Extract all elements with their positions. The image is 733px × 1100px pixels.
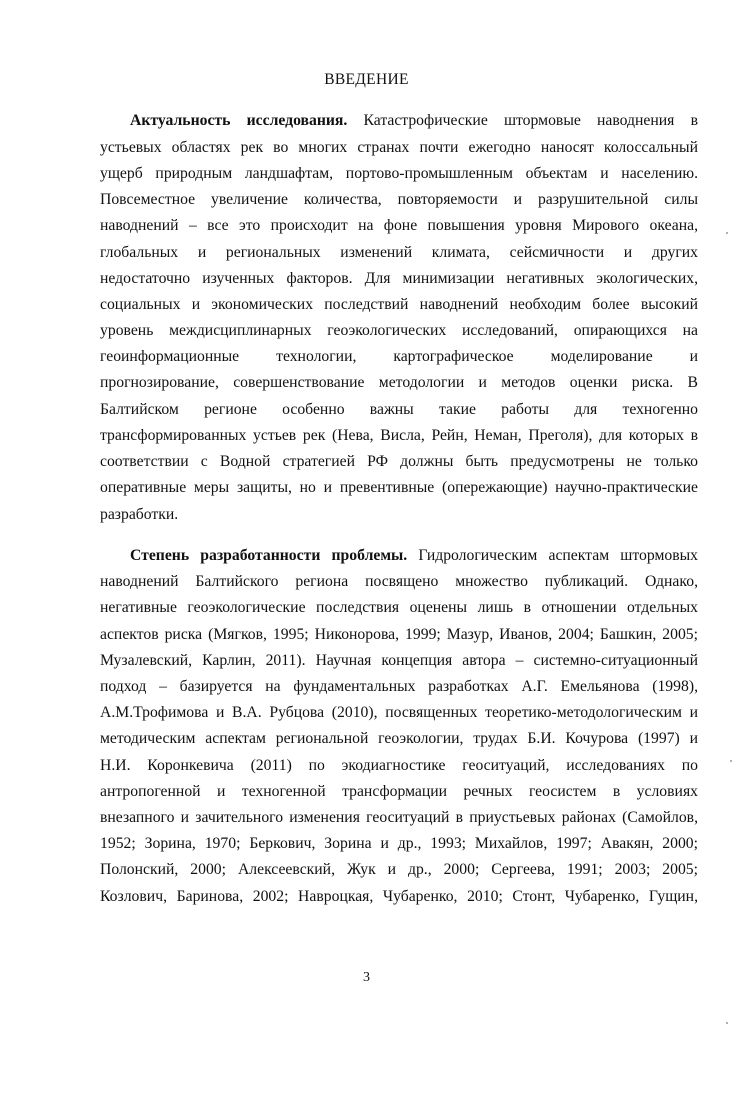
paragraph-line: трансформированных устьев рек (Нева, Висла, Рейн, Неман, Преголя), для которых в bbox=[100, 427, 698, 444]
paragraph-line: наводнений Балтийского региона посвящено множество публикаций. Однако, bbox=[100, 573, 698, 590]
paragraph-line: негативные геоэкологические последствия оценены лишь в отношении отдельных bbox=[100, 599, 698, 616]
page-heading: ВВЕДЕНИЕ bbox=[324, 71, 409, 88]
paragraph-line: Козлович, Баринова, 2002; Навроцкая, Чубаренко, 2010; Стонт, Чубаренко, Гущин, bbox=[100, 888, 698, 905]
page-number: 3 bbox=[363, 970, 370, 985]
scan-speck bbox=[730, 760, 732, 762]
paragraph-line: внезапного и зачительного изменения геоситуаций в приустьевых районах (Самойлов, bbox=[100, 809, 698, 826]
paragraph-line: Полонский, 2000; Алексеевский, Жук и др., 2000; Сергеева, 1991; 2003; 2005; bbox=[100, 861, 698, 878]
paragraph-line: методическим аспектам региональной геоэкологии, трудах Б.И. Кочурова (1997) и bbox=[100, 730, 698, 747]
paragraph-line: ущерб природным ландшафтам, портово-промышленным объектам и населению. bbox=[100, 165, 698, 182]
paragraph-line: Балтийском регионе особенно важны такие работы для техногенно bbox=[100, 401, 698, 418]
paragraph-line: разработки. bbox=[100, 506, 179, 523]
paragraph-line: устьевых областях рек во многих странах почти ежегодно наносят колоссальный bbox=[100, 139, 698, 156]
paragraph-line: геоинформационные технологии, картографическое моделирование и bbox=[100, 348, 698, 365]
paragraph-line: подход – базируется на фундаментальных разработках А.Г. Емельянова (1998), bbox=[100, 678, 698, 695]
paragraph-line: социальных и экономических последствий наводнений необходим более высокий bbox=[100, 296, 698, 313]
paragraph-line: антропогенной и техногенной трансформации речных геосистем в условиях bbox=[100, 783, 698, 800]
section-title: Степень разработанности проблемы. bbox=[130, 547, 408, 564]
paragraph-line: 1952; Зорина, 1970; Беркович, Зорина и др., 1993; Михайлов, 1997; Авакян, 2000; bbox=[100, 835, 698, 852]
paragraph-line: прогнозирование, совершенствование методологии и методов оценки риска. В bbox=[100, 374, 698, 391]
paragraph-line: оперативные меры защиты, но и превентивные (опережающие) научно-практические bbox=[100, 479, 698, 496]
scan-speck bbox=[726, 232, 728, 234]
paragraph-line: глобальных и региональных изменений климата, сейсмичности и других bbox=[100, 244, 698, 261]
paragraph-line: Повсеместное увеличение количества, повторяемости и разрушительной силы bbox=[100, 191, 698, 208]
paragraph-line: уровень междисциплинарных геоэкологических исследований, опирающихся на bbox=[100, 322, 698, 339]
paragraph-line: Музалевский, Карлин, 2011). Научная концепция автора – системно-ситуационный bbox=[100, 652, 698, 669]
section-title: Актуальность исследования. bbox=[130, 112, 348, 129]
paragraph-line: Н.И. Коронкевича (2011) по экодиагностике геоситуаций, исследованиях по bbox=[100, 757, 698, 774]
paragraph-line: наводнений – все это происходит на фоне повышения уровня Мирового океана, bbox=[100, 217, 698, 234]
paragraph-line: А.М.Трофимова и В.А. Рубцова (2010), посвященных теоретико-методологическим и bbox=[100, 704, 698, 721]
scan-speck bbox=[726, 1022, 728, 1024]
paragraph-line: соответствии с Водной стратегией РФ должны быть предусмотрены не только bbox=[100, 453, 698, 470]
paragraph-line: аспектов риска (Мягков, 1995; Никонорова, 1999; Мазур, Иванов, 2004; Башкин, 2005; bbox=[100, 626, 698, 643]
paragraph-line: Актуальность исследования. Катастрофические штормовые наводнения в bbox=[130, 112, 698, 129]
paragraph-line: Степень разработанности проблемы. Гидрологическим аспектам штормовых bbox=[130, 547, 699, 564]
paragraph-line: недостаточно изученных факторов. Для минимизации негативных экологических, bbox=[100, 270, 698, 287]
